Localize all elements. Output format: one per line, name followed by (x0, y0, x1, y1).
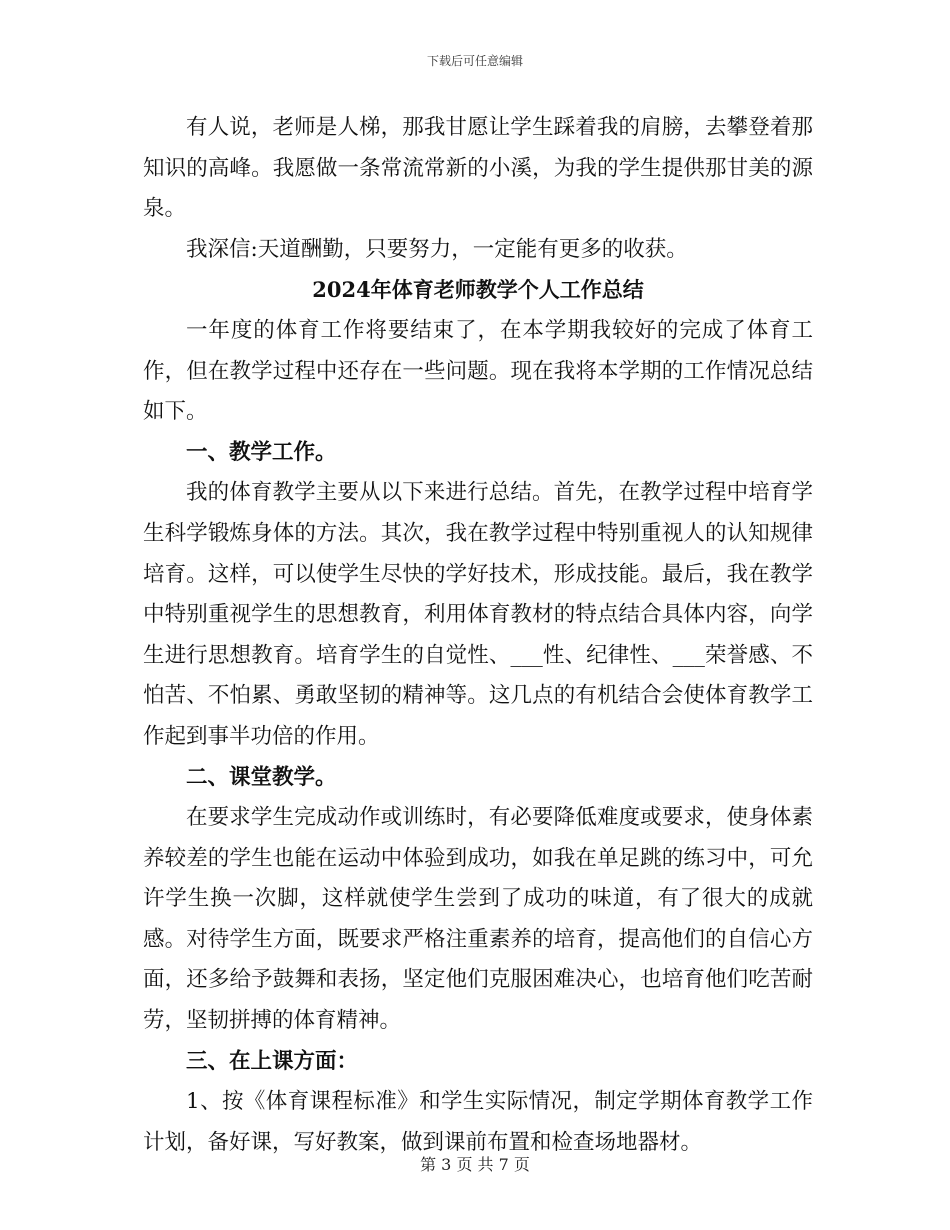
paragraph-intro: 一年度的体育工作将要结束了，在本学期我较好的完成了体育工作，但在教学过程中还存在一些问题。现在我将本学期的工作情况总结如下。 (143, 317, 813, 425)
page-footer: 第 3 页 共 7 页 (420, 1155, 530, 1174)
section-heading-lessons: 三、在上课方面： (186, 1048, 359, 1074)
paragraph-ladder: 有人说，老师是人梯，那我甘愿让学生踩着我的肩膀，去攀登着那知识的高峰。我愿做一条常流常新的小溪，为我的学生提供那甘美的源泉。 (143, 115, 813, 222)
document-title: 2024年体育老师教学个人工作总结 (312, 277, 644, 303)
paragraph-teaching-work: 我的体育教学主要从以下来进行总结。首先，在教学过程中培育学生科学锻炼身体的方法。其次，我在教学过程中特别重视人的认知规律培育。这样，可以使学生尽快的学好技术，形成技能。最后，我在教学中特别重视学生的思想教育，利用体育教材的特点结合具体内容，向学生进行思想教育。培育学生的自觉性、___性、纪律性、___荣誉感、不怕苦、不怕累、勇敢坚韧的精神等。这几点的有机结合会使体育教学工作起到事半功倍的作用。 (143, 480, 813, 749)
page-header: 下载后可任意编辑 (426, 54, 523, 68)
paragraph-classroom: 在要求学生完成动作或训练时，有必要降低难度或要求，使身体素养较差的学生也能在运动中体验到成功，如我在单足跳的练习中，可允许学生换一次脚，这样就使学生尝到了成功的味道，有了很大的成就感。对待学生方面，既要求严格注重素养的培育，提高他们的自信心方面，还多给予鼓舞和表扬，坚定他们克服困难决心，也培育他们吃苦耐劳，坚韧拼搏的体育精神。 (143, 805, 813, 1034)
section-heading-classroom: 二、课堂教学。 (186, 764, 337, 790)
paragraph-belief: 我深信:天道酬勤，只要努力，一定能有更多的收获。 (186, 236, 688, 262)
section-heading-teaching-work: 一、教学工作。 (186, 439, 337, 465)
document-body (143, 108, 813, 1163)
paragraph-lessons-item-1: 1、按《体育课程标准》和学生实际情况，制定学期体育教学工作计划，备好课，写好教案，做到课前布置和检查场地器材。 (143, 1089, 813, 1155)
